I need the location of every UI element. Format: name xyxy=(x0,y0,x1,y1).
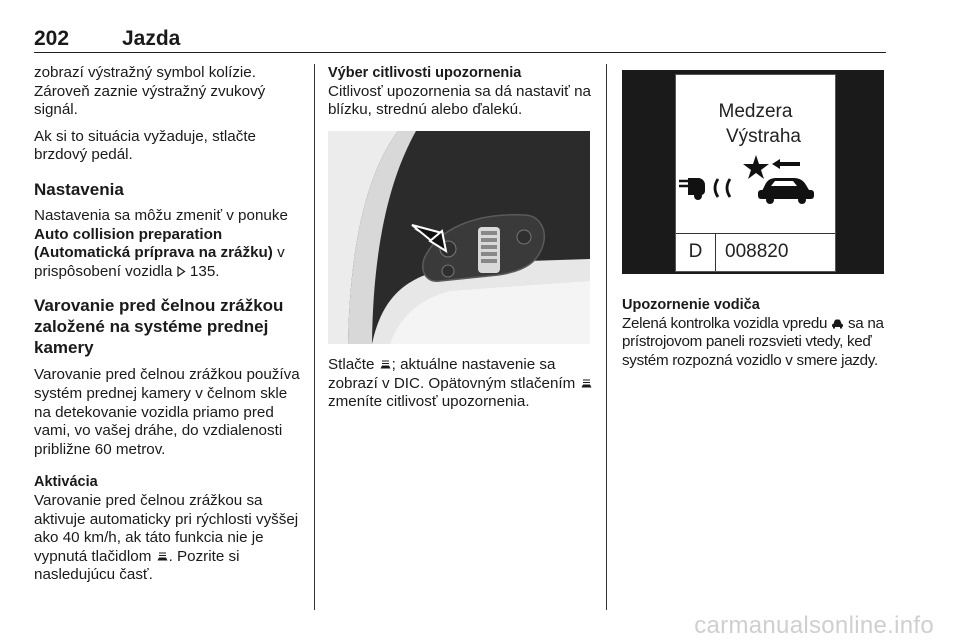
car-front-icon xyxy=(758,178,814,204)
dic-display-illustration xyxy=(622,70,884,274)
dic-line-2: Výstraha xyxy=(726,126,801,147)
dic-code: 008820 xyxy=(725,241,789,262)
gap-car-icon xyxy=(379,359,392,370)
page-header xyxy=(34,22,886,53)
dic-divider xyxy=(676,233,835,234)
page-ref[interactable]: 135 xyxy=(189,262,216,280)
text: . Pozrite si nasledujúcu časť. xyxy=(34,547,240,584)
heading-activation: Aktivácia xyxy=(34,474,98,491)
paragraph: Ak si to situácia vyžaduje, stlačte brzdový pedál. xyxy=(34,127,257,164)
heading-driver-alert: Upozornenie vodiča xyxy=(622,297,760,313)
heading-sensitivity: Výber citlivosti upozornenia xyxy=(328,65,522,81)
heading-fcw: Varovanie pred čelnou zrážkou založené na systéme prednej kamery xyxy=(34,296,284,358)
paragraph-fcw: Varovanie pred čelnou zrážkou používa systém prednej kamery v čelnom skle na detekovanie vozidla priamo pred vami, vo vašej dráhe, do vzdialenosti približne 60 metrov. xyxy=(34,366,300,458)
watermark: carmanualsonline.info xyxy=(694,612,934,639)
menu-name: Auto collision preparation (Automatická príprava na zrážku) xyxy=(34,225,273,262)
dic-code-letter: D xyxy=(688,241,703,262)
text: Stlačte xyxy=(328,356,379,373)
text: . xyxy=(215,262,220,280)
paragraph-settings xyxy=(34,207,302,281)
paragraph-sensitivity: Citlivosť upozornenia sa dá nastaviť na blízku, strednú alebo ďalekú. xyxy=(328,82,591,119)
car-rear-icon xyxy=(679,178,705,200)
paragraph: zobrazí výstražný symbol kolízie. Zároveň zaznie výstražný zvukový signál. xyxy=(34,64,266,119)
car-front-icon xyxy=(831,318,844,329)
dic-line-1: Medzera xyxy=(718,101,793,122)
paragraph-driver-alert xyxy=(622,315,890,371)
page-number: 202 xyxy=(34,27,70,50)
column-3 xyxy=(622,296,890,378)
column-divider xyxy=(314,64,315,610)
text: zmeníte citlivosť upozornenia. xyxy=(328,393,530,411)
paragraph-press xyxy=(328,356,596,412)
gap-car-icon xyxy=(580,378,593,389)
text: Zelená kontrolka vozidla vpredu xyxy=(622,314,832,332)
column-2 xyxy=(328,64,596,128)
column-2-bottom xyxy=(328,356,596,420)
text: ; aktuálne nastavenie sa zobrazí v DIC. Opätovným stlačením xyxy=(328,356,580,392)
text: Varovanie pred čelnou zrážkou sa aktivuje automaticky pri rýchlosti vyššej ako 40 km/h, ak táto funkcia nie je vypnutá tlačidlom xyxy=(34,491,299,565)
gap-car-icon xyxy=(156,551,169,562)
section-title: Jazda xyxy=(122,27,181,50)
column-1 xyxy=(34,64,302,593)
ref-arrow-icon xyxy=(177,266,186,277)
paragraph-activation xyxy=(34,492,302,585)
text: Nastavenia sa môžu zmeniť v ponuke xyxy=(34,206,288,224)
column-divider xyxy=(606,64,607,610)
text: sa na prístrojovom paneli rozsvieti vtedy, keď systém rozpozná vozidlo v smere jazdy. xyxy=(622,314,884,369)
heading-settings: Nastavenia xyxy=(34,179,124,199)
text: v prispôsobení vozidla xyxy=(34,244,285,280)
dic-screen xyxy=(675,74,836,272)
steering-wheel-illustration xyxy=(328,131,590,344)
collision-gap-graphic xyxy=(676,151,835,211)
dic-code-divider xyxy=(715,233,716,271)
